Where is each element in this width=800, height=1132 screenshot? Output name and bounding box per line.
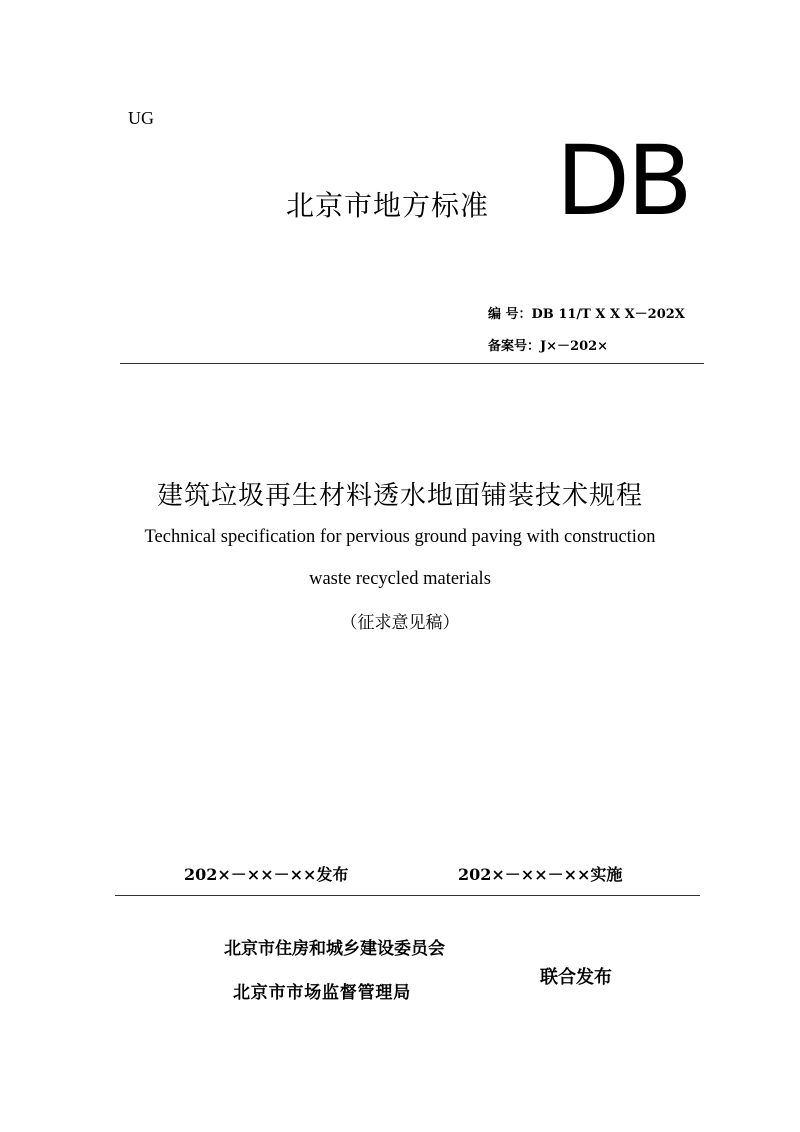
standard-mark-logo: DB [556, 125, 690, 237]
issuer-market-regulation: 北京市市场监督管理局 [233, 983, 411, 1003]
draft-status-note: （征求意见稿） [340, 613, 460, 633]
document-title-chinese: 建筑垃圾再生材料透水地面铺装技术规程 [156, 481, 643, 511]
classification-code: UG [128, 108, 154, 128]
issuer-housing-commission: 北京市住房和城乡建设委员会 [224, 939, 445, 959]
publish-date: 202×－××－××发布 [184, 865, 349, 884]
record-number: 备案号：J×－202× [488, 339, 609, 354]
standard-number: 编 号：DB 11/T X X X－202X [488, 307, 685, 322]
joint-issue-label: 联合发布 [540, 967, 612, 988]
bottom-divider [115, 895, 700, 896]
implement-date: 202×－××－××实施 [458, 865, 623, 884]
top-divider [120, 363, 704, 364]
standard-type-title: 北京市地方标准 [286, 189, 490, 222]
document-title-english-line1: Technical specification for pervious ground paving with construction [144, 527, 656, 547]
document-title-english-line2: waste recycled materials [309, 569, 491, 589]
